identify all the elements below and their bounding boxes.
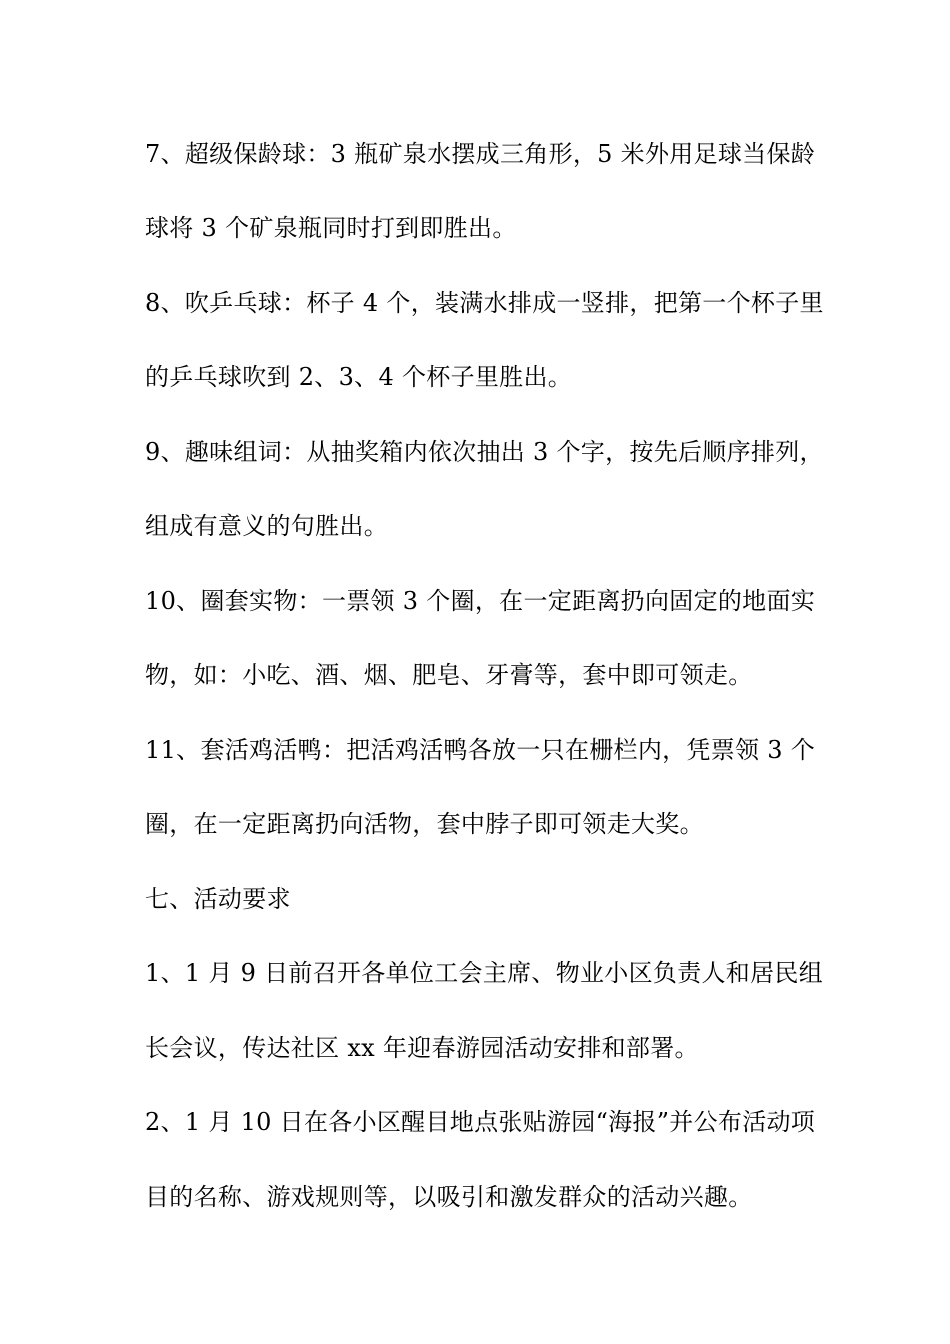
text-line-requirement-1-part-2: 长会议，传达社区 xx 年迎春游园活动安排和部署。: [145, 1034, 699, 1062]
text-line-game-9-part-1: 9、趣味组词：从抽奖箱内依次抽出 3 个字，按先后顺序排列，: [145, 438, 824, 466]
text-line-game-10-part-1: 10、圈套实物：一票领 3 个圈，在一定距离扔向固定的地面实: [145, 587, 816, 615]
text-line-game-10-part-2: 物，如：小吃、酒、烟、肥皂、牙膏等，套中即可领走。: [145, 661, 753, 689]
text-line-game-8-part-2: 的乒乓球吹到 2、3、4 个杯子里胜出。: [145, 363, 573, 391]
text-line-game-9-part-2: 组成有意义的句胜出。: [145, 512, 388, 540]
section-heading-activity-requirements: 七、活动要求: [145, 885, 291, 913]
text-line-requirement-2-part-1: 2、1 月 10 日在各小区醒目地点张贴游园“海报”并公布活动项: [145, 1108, 816, 1136]
text-line-game-8-part-1: 8、吹乒乓球：杯子 4 个，装满水排成一竖排，把第一个杯子里: [145, 289, 824, 317]
text-line-game-7-part-2: 球将 3 个矿泉瓶同时打到即胜出。: [145, 214, 517, 242]
text-line-game-11-part-2: 圈，在一定距离扔向活物，套中脖子即可领走大奖。: [145, 810, 704, 838]
text-line-game-11-part-1: 11、套活鸡活鸭：把活鸡活鸭各放一只在栅栏内，凭票领 3 个: [145, 736, 816, 764]
text-line-requirement-1-part-1: 1、1 月 9 日前召开各单位工会主席、物业小区负责人和居民组: [145, 959, 823, 987]
text-line-game-7-part-1: 7、超级保龄球：3 瓶矿泉水摆成三角形，5 米外用足球当保龄: [145, 140, 816, 168]
text-line-requirement-2-part-2: 目的名称、游戏规则等，以吸引和激发群众的活动兴趣。: [145, 1183, 753, 1211]
